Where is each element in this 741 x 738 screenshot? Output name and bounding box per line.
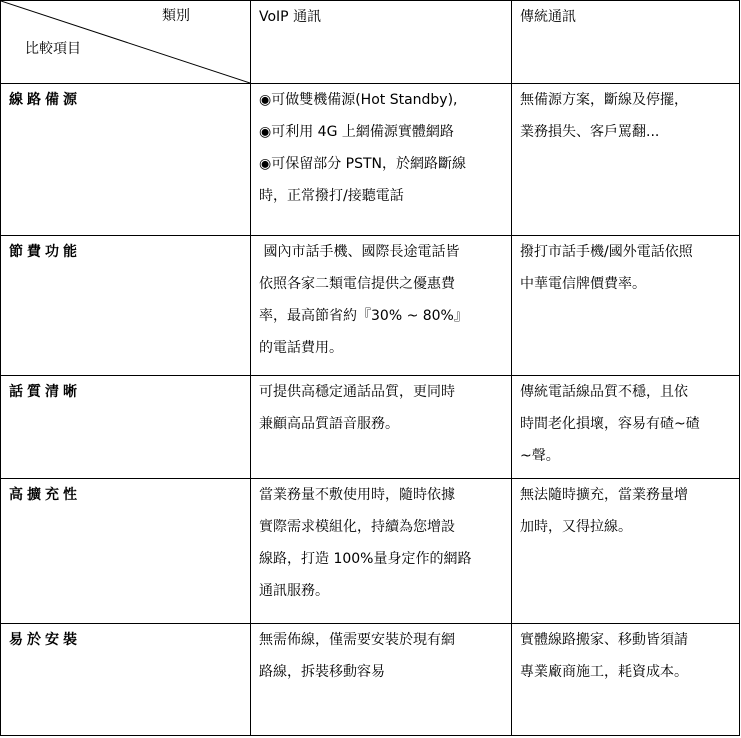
voip-cell bbox=[251, 84, 512, 236]
cell-line: 無需佈線，僅需要安裝於現有網 bbox=[259, 632, 455, 648]
table-row bbox=[1, 479, 740, 624]
row-label: 節費功能 bbox=[1, 236, 251, 376]
category-label: 類別 bbox=[162, 8, 190, 24]
cell-line: 國內市話手機、國際長途電話皆 bbox=[259, 244, 460, 260]
cell-line: 路線，拆裝移動容易 bbox=[259, 664, 385, 680]
cell-line: 可提供高穩定通話品質，更同時 bbox=[259, 384, 455, 400]
row-label: 線路備源 bbox=[1, 84, 251, 236]
cell-line: 實體線路搬家、移動皆須請 bbox=[520, 632, 688, 648]
cell-line: ~聲。 bbox=[520, 448, 560, 464]
cell-line: 業務損失、客戶罵翻... bbox=[520, 124, 660, 140]
voip-cell bbox=[251, 236, 512, 376]
cell-line: 中華電信牌價費率。 bbox=[520, 276, 646, 292]
corner-cell bbox=[1, 1, 251, 84]
cell-line: 時，正常撥打/接聽電話 bbox=[259, 188, 404, 204]
voip-cell bbox=[251, 479, 512, 624]
traditional-cell bbox=[512, 624, 740, 736]
row-label: 話質清晰 bbox=[1, 376, 251, 479]
row-label: 高擴充性 bbox=[1, 479, 251, 624]
cell-line: 加時，又得拉線。 bbox=[520, 519, 632, 535]
row-label: 易於安裝 bbox=[1, 624, 251, 736]
cell-line: 專業廠商施工，耗資成本。 bbox=[520, 664, 688, 680]
cell-line: ◉可做雙機備源(Hot Standby), bbox=[259, 92, 458, 108]
traditional-cell bbox=[512, 479, 740, 624]
table-row bbox=[1, 236, 740, 376]
header-traditional: 傳統通訊 bbox=[512, 1, 740, 84]
voip-cell bbox=[251, 624, 512, 736]
traditional-cell bbox=[512, 376, 740, 479]
table-row bbox=[1, 376, 740, 479]
cell-line: 無法隨時擴充，當業務量增 bbox=[520, 487, 688, 503]
cell-line: 實際需求模組化，持續為您增設 bbox=[259, 519, 455, 535]
header-row bbox=[1, 1, 740, 84]
cell-line: 線路，打造 100%量身定作的網路 bbox=[259, 551, 472, 567]
cell-line: 無備源方案，斷線及停擺， bbox=[520, 92, 688, 108]
voip-cell bbox=[251, 376, 512, 479]
cell-line: 兼顧高品質語音服務。 bbox=[259, 416, 399, 432]
traditional-cell bbox=[512, 236, 740, 376]
cell-line: 傳統電話線品質不穩，且依 bbox=[520, 384, 688, 400]
table-row bbox=[1, 624, 740, 736]
traditional-cell bbox=[512, 84, 740, 236]
cell-line: 時間老化損壞，容易有碴~碴 bbox=[520, 416, 700, 432]
cell-line: 依照各家二類電信提供之優惠費 bbox=[259, 276, 455, 292]
cell-line: ◉可保留部分 PSTN，於網路斷線 bbox=[259, 156, 467, 172]
cell-line: 撥打市話手機/國外電話依照 bbox=[520, 244, 693, 260]
cell-line: 通訊服務。 bbox=[259, 583, 329, 599]
cell-line: 的電話費用。 bbox=[259, 340, 343, 356]
cell-line: 當業務量不敷使用時，隨時依據 bbox=[259, 487, 455, 503]
header-voip: VoIP 通訊 bbox=[251, 1, 512, 84]
cell-line: 率，最高節省約『30% ~ 80%』 bbox=[259, 308, 468, 324]
cell-line: ◉可利用 4G 上網備源實體網路 bbox=[259, 124, 454, 140]
table-row bbox=[1, 84, 740, 236]
comparison-item-label: 比較項目 bbox=[25, 41, 81, 57]
